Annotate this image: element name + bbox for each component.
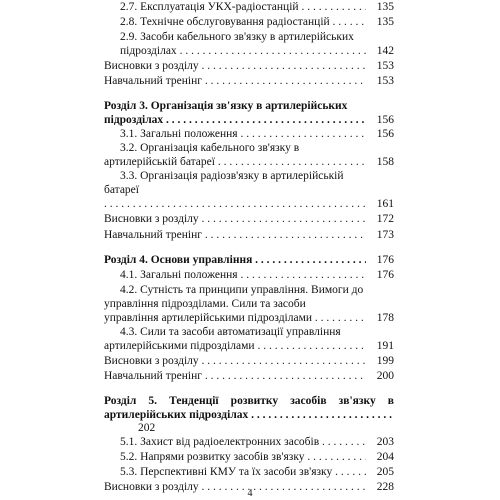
toc-entry-training-3[interactable] [104, 228, 394, 242]
toc-entry-page: 203 [368, 435, 394, 449]
toc-chapter-3[interactable] [104, 113, 394, 127]
toc-entry-title: Розділ 4. Основи управління . . . [104, 253, 366, 267]
toc-chapter-5-line1 [104, 394, 394, 408]
toc-entry-title: Навчальний тренінг . . . [104, 369, 366, 383]
toc-entry-page: 178 [368, 311, 394, 325]
toc-entry-conclusions-3[interactable] [104, 212, 394, 226]
toc-entry-3-3-line2: батареї [104, 184, 139, 196]
toc-entry-title: Навчальний тренінг . . . [104, 74, 366, 88]
toc-entry-title: артилерійській батареї . . . [104, 155, 366, 169]
toc-entry-5-2[interactable] [120, 450, 394, 464]
toc-entry-title: 5.2. Напрями розвитку засобів зв'язку . . . [120, 450, 366, 464]
toc-entry-page: 161 [368, 197, 394, 211]
toc-entry-4-2-line1: 4.2. Сутність та принципи управління. Вимоги до [120, 284, 364, 296]
toc-entry-title: 2.8. Технічне обслуговування радіостанцій . . . [120, 15, 366, 29]
chapter-word: 5. [148, 395, 158, 407]
toc-entry-title: підрозділах . . . [104, 113, 366, 127]
toc-entry-2-8[interactable] [120, 15, 394, 29]
toc-entry-page: 172 [368, 212, 394, 226]
toc-entry-page: 199 [368, 354, 394, 368]
toc-entry-title: артилерійськими підрозділами . . . [104, 339, 366, 353]
toc-entry-3-2-line1: 3.2. Організація кабельного зв'язку в [120, 142, 300, 154]
toc-entry-page: 142 [368, 44, 394, 58]
toc-entry-page: 158 [368, 155, 394, 169]
toc-entry-2-7[interactable] [120, 0, 394, 14]
chapter-word: Розділ [104, 395, 137, 407]
chapter-word: зв'язку [338, 395, 376, 407]
toc-chapter-5-page: 202 [138, 422, 156, 434]
toc-entry-page: 156 [368, 127, 394, 141]
toc-entry-3-1[interactable] [120, 127, 394, 141]
toc-entry-title: Висновки з розділу . . . [104, 480, 366, 494]
toc-entry-title: 2.7. Експлуатація УКХ-радіостанцій . . . [120, 0, 366, 14]
chapter-word: розвитку [230, 395, 279, 407]
toc-entry-title: 4.1. Загальні положення . . . [120, 268, 366, 282]
toc-entry-training-2[interactable] [104, 74, 394, 88]
toc-entry-2-9-line1: 2.9. Засоби кабельного зв'язку в артилерійських [120, 31, 354, 43]
toc-entry-3-3-line1: 3.3. Організація радіозв'язку в артилерійській [120, 170, 344, 182]
toc-entry-page: 200 [368, 369, 394, 383]
toc-entry-2-9[interactable] [120, 44, 394, 58]
toc-entry-page: 228 [368, 480, 394, 494]
chapter-word: засобів [290, 395, 327, 407]
toc-entry-4-1[interactable] [120, 268, 394, 282]
toc-entry-4-3[interactable] [104, 339, 394, 353]
toc-entry-5-3[interactable] [120, 465, 394, 479]
toc-entry-3-2[interactable] [104, 155, 394, 169]
toc-entry-page: 173 [368, 228, 394, 242]
toc-chapter-5[interactable] [104, 408, 394, 422]
toc-entry-4-3-line1: 4.3. Сили та засоби автоматизації управління [120, 326, 341, 338]
toc-entry-title: Висновки з розділу . . . [104, 354, 366, 368]
toc-entry-page: 156 [368, 113, 394, 127]
toc-entry-title: управління артилерійськими підрозділами . . . [104, 311, 366, 325]
toc-entry-page: 135 [368, 15, 394, 29]
toc-entry-conclusions-2[interactable] [104, 59, 394, 73]
toc-entry-conclusions-4[interactable] [104, 354, 394, 368]
toc-entry-title: 5.3. Перспективні КМУ та їх засоби зв'язку . . . [120, 465, 366, 479]
toc-entry-4-2-line2: управління підрозділами. Сили та засоби [104, 298, 306, 310]
toc-entry-page: 135 [368, 0, 394, 14]
toc-entry-page: 191 [368, 339, 394, 353]
toc-entry-5-1[interactable] [120, 435, 394, 449]
toc-entry-title: артилерійських підрозділах . . . [104, 408, 394, 422]
toc-entry-page: 205 [368, 465, 394, 479]
toc-entry-page: 176 [368, 253, 394, 267]
toc-entry-page: 176 [368, 268, 394, 282]
toc-entry-title [104, 197, 366, 211]
toc-entry-title: Висновки з розділу . . . [104, 212, 366, 226]
toc-entry-title: підрозділах . . . [120, 44, 366, 58]
toc-entry-title: 3.1. Загальні положення . . . [120, 127, 366, 141]
toc-entry-title: 5.1. Захист від радіоелектронних засобів . . . [120, 435, 366, 449]
toc-entry-page: 153 [368, 74, 394, 88]
toc-entry-title: Висновки з розділу . . . [104, 59, 366, 73]
toc-entry-training-4[interactable] [104, 369, 394, 383]
toc-entry-page: 153 [368, 59, 394, 73]
chapter-word: в [387, 395, 394, 407]
toc-entry-title: Навчальний тренінг . . . [104, 228, 366, 242]
toc-entry-page: 204 [368, 450, 394, 464]
toc-chapter-3-line1: Розділ 3. Організація зв'язку в артилерійських [104, 100, 348, 112]
toc-entry-3-3[interactable] [104, 197, 394, 211]
toc-chapter-4[interactable] [104, 253, 394, 267]
page-number: 4 [247, 488, 253, 499]
chapter-word: Тенденції [169, 395, 219, 407]
toc-entry-4-2[interactable] [104, 311, 394, 325]
